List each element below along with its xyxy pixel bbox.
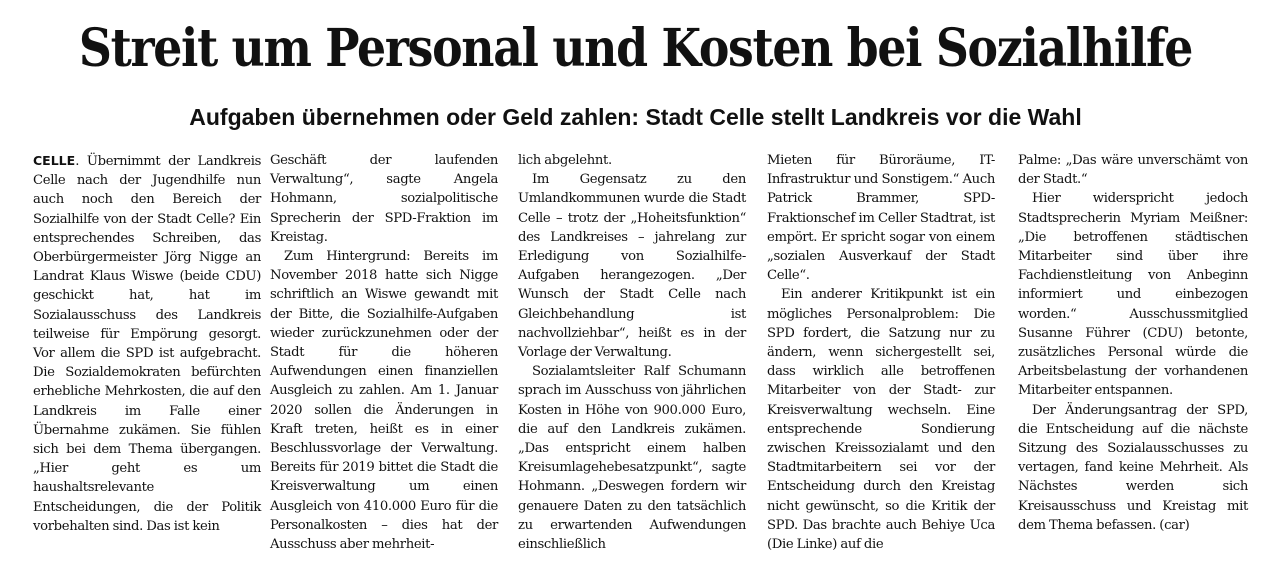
paragraph: Hier widerspricht jedoch Stadtsprecherin Myriam Meißner: „Die betroffenen städtischen Mitarbeiter sind über ihre Fachdienstleitung von Anbeginn informiert und einbezogen worden.“ Ausschussmitglied Susanne Führer (CDU) betonte, zusätzliches Personal würde die Arbeitsbelastung der vorhandenen Mitarbeiter entspannen. xyxy=(1018,191,1248,399)
article-column-3 xyxy=(518,151,746,554)
paragraph: Im Gegensatz zu den Umlandkommunen wurde die Stadt Celle – trotz der „Hoheitsfunktion“ des Landkreises – jahrelang zur Erledigung von Sozialhilfe-Aufgaben herangezogen. „Der Wunsch der Stadt Celle nach Gleichbehandlung ist nachvollziehbar“, heißt es in der Vorlage der Verwaltung. xyxy=(518,172,746,361)
paragraph: Palme: „Das wäre unverschämt von der Stadt.“ xyxy=(1018,153,1248,188)
article-column-2 xyxy=(270,151,498,554)
paragraph: Der Änderungsantrag der SPD, die Entscheidung auf die nächste Sitzung des Sozialausschusses zu vertagen, fand keine Mehrheit. Als Nächstes werden sich Kreisausschuss und Kreistag mit dem Thema befassen. (car) xyxy=(1018,402,1248,533)
article-column-1 xyxy=(33,151,261,536)
paragraph: Sozialamtsleiter Ralf Schumann sprach im Ausschuss von jährlichen Kosten in Höhe von 900.000 Euro, die auf den Landkreis zukämen. „Das entspricht einem halben Kreisumlagehebesatzpunkt“, sagte Hohmann. „Deswegen fordern wir genauere Daten zu den tatsächlich zu erwartenden Aufwendungen einschließlich xyxy=(518,364,746,553)
paragraph xyxy=(33,151,261,536)
paragraph: lich abgelehnt. xyxy=(518,153,612,168)
paragraph: Ein anderer Kritikpunkt ist ein mögliches Personalproblem: Die SPD fordert, die Satzung nur zu ändern, wenn sichergestellt sei, dass wirklich alle betroffenen Mitarbeiter von der Stadt- zur Kreisverwaltung wechseln. Eine entsprechende Sondierung zwischen Kreissozialamt und den Stadtmitarbeitern sei vor der Entscheidung durch den Kreistag nicht gewünscht, so die Kritik der SPD. Das brachte auch Behiye Uca (Die Linke) auf die xyxy=(767,287,995,553)
dateline: CELLE xyxy=(33,153,76,168)
paragraph: Geschäft der laufenden Verwaltung“, sagte Angela Hohmann, sozialpolitische Sprecherin der SPD-Fraktion im Kreistag. xyxy=(270,153,498,245)
headline: Streit um Personal und Kosten bei Sozialhilfe xyxy=(78,18,1193,79)
subheadline: Aufgaben übernehmen oder Geld zahlen: Stadt Celle stellt Landkreis vor die Wahl xyxy=(189,104,1082,130)
paragraph: Zum Hintergrund: Bereits im November 2018 hatte sich Nigge schriftlich an Wiswe gewandt mit der Bitte, die Sozialhilfe-Aufgaben wieder zurückzunehmen oder der Stadt für die höheren Aufwendungen einen finanziellen Ausgleich zu zahlen. Am 1. Januar 2020 sollen die Änderungen in Kraft treten, heißt es in einer Beschlussvorlage der Verwaltung. Bereits für 2019 bittet die Stadt die Kreisverwaltung um einen Ausgleich von 410.000 Euro für die Personalkosten – dies hat der Ausschuss aber mehrheit- xyxy=(270,249,498,553)
article-column-5 xyxy=(1018,151,1248,535)
paragraph-text: . Übernimmt der Landkreis Celle nach der Jugendhilfe nun auch noch den Bereich der Sozialhilfe von der Stadt Celle? Ein entsprechendes Schreiben, das Oberbürgermeister Jörg Nigge an Landrat Klaus Wiswe (beide CDU) geschickt hat, hat im Sozialausschuss des Landkreis teilweise für Empörung gesorgt. Vor allem die SPD ist aufgebracht. Die Sozialdemokraten befürchten erhebliche Mehrkosten, die auf den Landkreis im Falle einer Übernahme zukämen. Sie fühlen sich bei dem Thema übergangen. „Hier geht es um haushaltsrelevante Entscheidungen, die der Politik vorbehalten sind. Das ist kein xyxy=(33,154,261,534)
paragraph: Mieten für Büroräume, IT-Infrastruktur und Sonstigem.“ Auch Patrick Brammer, SPD-Fraktionschef im Celler Stadtrat, ist empört. Er spricht sogar von einem „sozialen Ausverkauf der Stadt Celle“. xyxy=(767,153,995,284)
article-column-4 xyxy=(767,151,995,554)
